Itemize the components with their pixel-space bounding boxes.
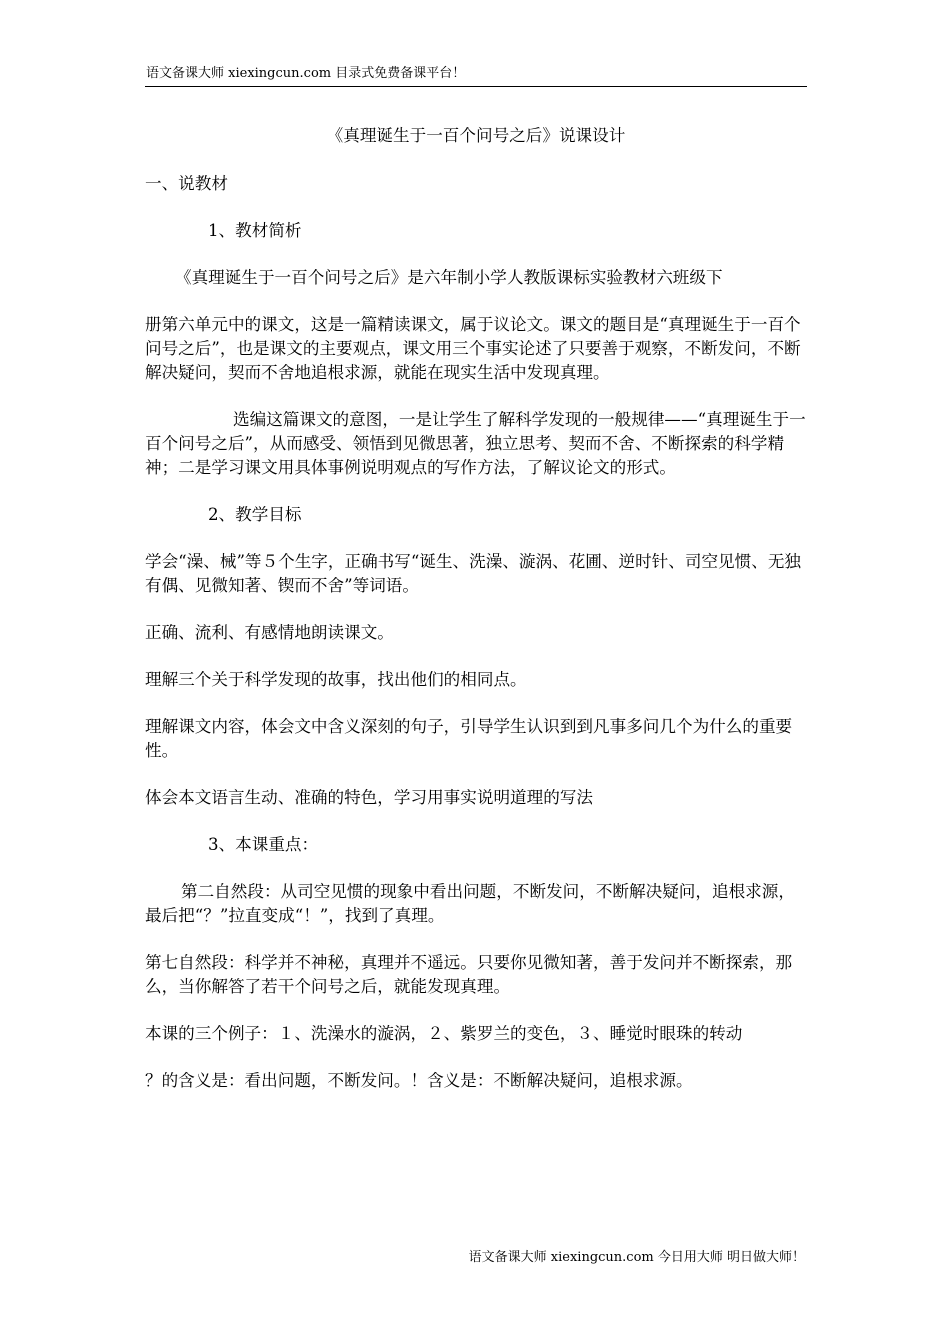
paragraph: 选编这篇课文的意图，一是让学生了解科学发现的一般规律——“真理诞生于一百个问号之后”，从而感受、领悟到见微思著，独立思考、契而不舍、不断探索的科学精神；二是学习课文用具体事例说明观点的写作方法，了解议论文的形式。 [145, 410, 806, 477]
subsection-heading: 3、本课重点： [208, 835, 319, 854]
section-heading: 一、说教材 [145, 174, 228, 193]
subsection-heading: 1、教材简析 [208, 221, 302, 240]
goal-item: 学会“澡、械”等５个生字，正确书写“诞生、洗澡、漩涡、花圃、逆时针、司空见惯、无独有偶、见微知著、锲而不舍”等词语。 [145, 552, 802, 595]
key-point: ？的含义是：看出问题，不断发问。！含义是：不断解决疑问，追根求源。 [145, 1071, 693, 1090]
document-body [145, 124, 807, 1116]
goal-item: 正确、流利、有感情地朗读课文。 [145, 623, 394, 642]
goal-item: 理解三个关于科学发现的故事，找出他们的相同点。 [145, 670, 527, 689]
paragraph: 册第六单元中的课文，这是一篇精读课文，属于议论文。课文的题目是“真理诞生于一百个问号之后”，也是课文的主要观点，课文用三个事实论述了只要善于观察，不断发问，不断解决疑问，契而不舍地追根求源，就能在现实生活中发现真理。 [145, 315, 801, 382]
key-point: 第二自然段：从司空见惯的现象中看出问题，不断发问，不断解决疑问，追根求源，最后把“？”拉直变成“！”，找到了真理。 [145, 882, 795, 925]
header-divider [145, 86, 807, 87]
document-title: 《真理诞生于一百个问号之后》说课设计 [326, 126, 626, 145]
page-header: 语文备课大师 xiexingcun.com 目录式免费备课平台！ [146, 66, 466, 81]
page-footer: 语文备课大师 xiexingcun.com 今日用大师 明日做大师！ [468, 1250, 805, 1265]
key-point: 第七自然段：科学并不神秘，真理并不遥远。只要你见微知著，善于发问并不断探索，那么，当你解答了若干个问号之后，就能发现真理。 [145, 953, 793, 996]
paragraph: 《真理诞生于一百个问号之后》是六年制小学人教版课标实验教材六班级下 [175, 268, 723, 287]
goal-item: 体会本文语言生动、准确的特色，学习用事实说明道理的写法 [145, 788, 594, 807]
key-point: 本课的三个例子：１、洗澡水的漩涡，２、紫罗兰的变色，３、睡觉时眼珠的转动 [145, 1024, 743, 1043]
goal-item: 理解课文内容，体会文中含义深刻的句子，引导学生认识到到凡事多问几个为什么的重要性。 [145, 717, 793, 760]
subsection-heading: 2、教学目标 [208, 505, 302, 524]
